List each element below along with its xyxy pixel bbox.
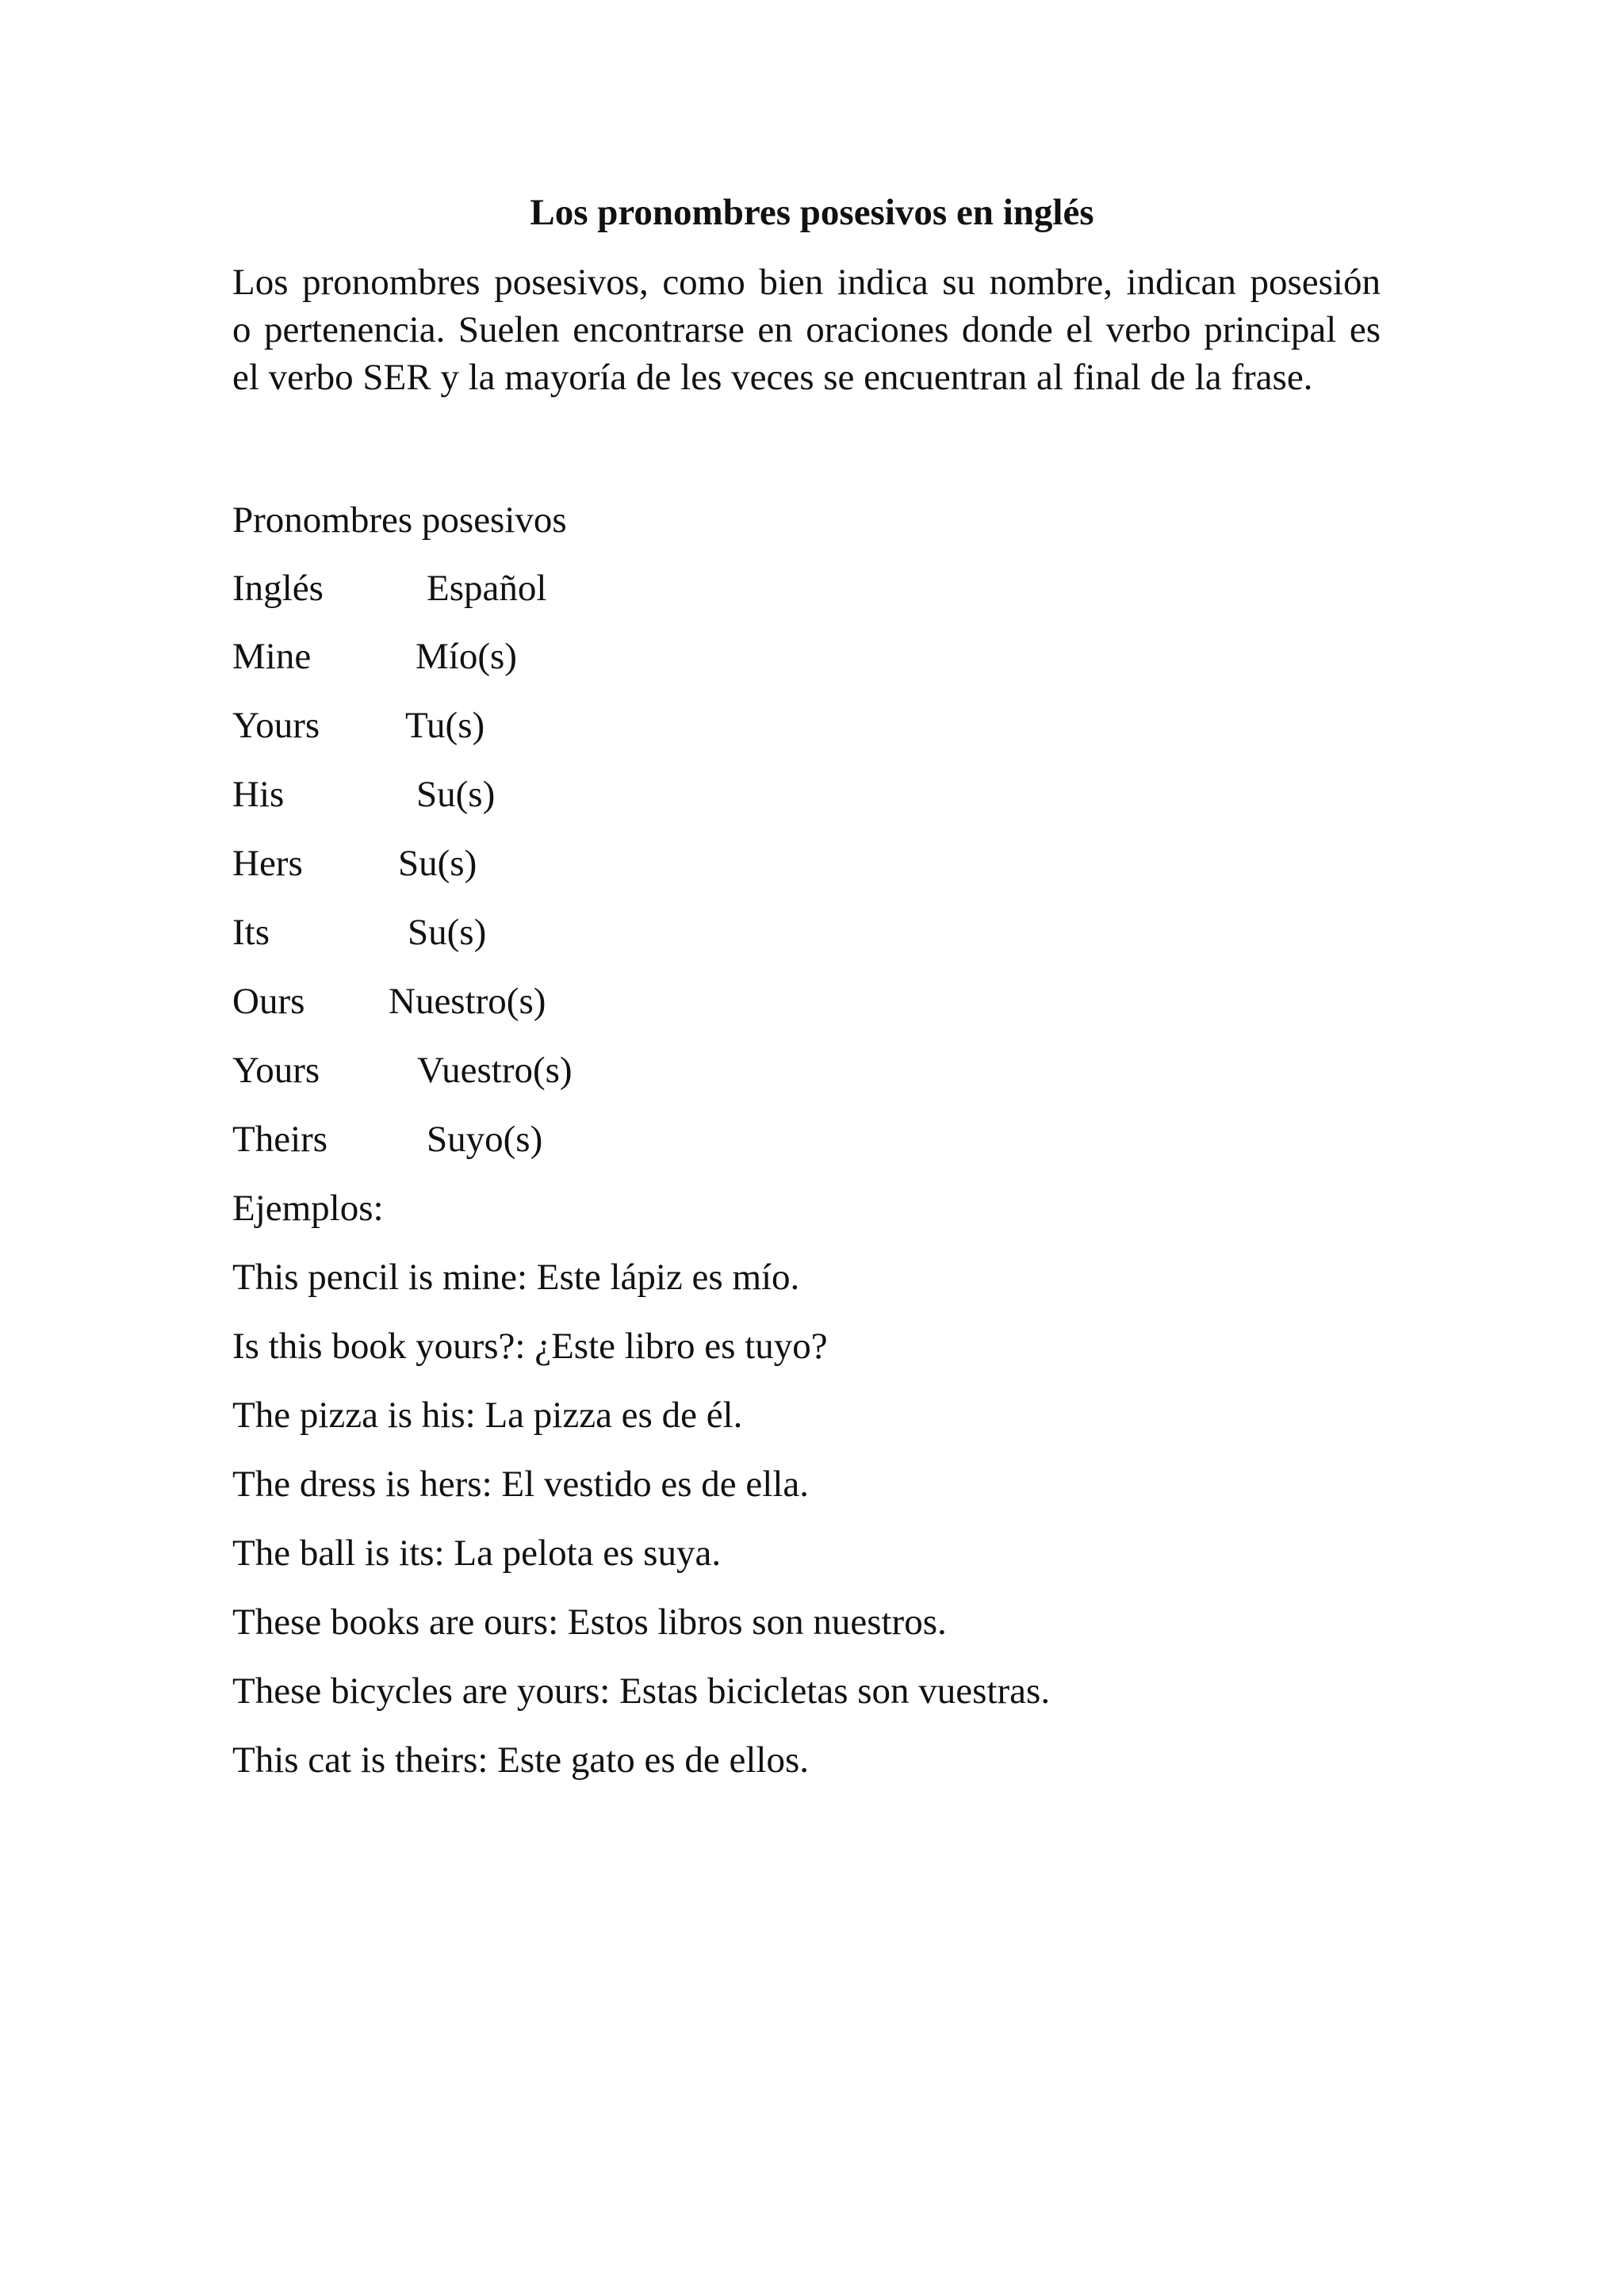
page-title: Los pronombres posesivos en inglés xyxy=(530,192,1094,233)
example-sentence: Is this book yours?: ¿Este libro es tuyo? xyxy=(232,1326,828,1367)
example-sentence: The ball is its: La pelota es suya. xyxy=(232,1533,722,1574)
table-cell-english: Ours xyxy=(232,981,305,1022)
table-cell-spanish: Mío(s) xyxy=(416,636,517,677)
table-cell-spanish: Nuestro(s) xyxy=(389,981,546,1022)
table-cell-english: Mine xyxy=(232,636,312,677)
table-cell-spanish: Suyo(s) xyxy=(427,1119,543,1160)
example-sentence: This pencil is mine: Este lápiz es mío. xyxy=(232,1257,800,1298)
table-cell-english: His xyxy=(232,774,285,815)
intro-line: o pertenencia. Suelen encontrarse en oraciones donde el verbo principal es xyxy=(232,309,1381,350)
example-sentence: These bicycles are yours: Estas bicicletas son vuestras. xyxy=(232,1670,1051,1712)
table-cell-spanish: Tu(s) xyxy=(405,705,485,746)
example-sentence: The pizza is his: La pizza es de él. xyxy=(232,1395,743,1436)
table-cell-spanish: Su(s) xyxy=(416,774,496,815)
intro-paragraph xyxy=(232,258,1381,401)
example-sentence: The dress is hers: El vestido es de ella. xyxy=(232,1464,810,1505)
table-cell-spanish: Su(s) xyxy=(398,843,477,884)
intro-line: el verbo SER y la mayoría de les veces se encuentran al final de la frase. xyxy=(232,357,1313,398)
table-cell-english: Yours xyxy=(232,705,320,746)
example-sentence: This cat is theirs: Este gato es de ellos. xyxy=(232,1739,810,1781)
table-header-spanish: Español xyxy=(427,568,547,609)
table-header-english: Inglés xyxy=(232,568,324,609)
table-cell-spanish: Vuestro(s) xyxy=(417,1050,573,1091)
table-cell-english: Theirs xyxy=(232,1119,328,1160)
table-cell-english: Hers xyxy=(232,843,303,884)
table-cell-english: Yours xyxy=(232,1050,320,1091)
example-sentence: These books are ours: Estos libros son nuestros. xyxy=(232,1601,947,1643)
table-heading: Pronombres posesivos xyxy=(232,499,567,541)
examples-heading: Ejemplos: xyxy=(232,1188,384,1229)
table-cell-spanish: Su(s) xyxy=(408,912,487,953)
intro-line: Los pronombres posesivos, como bien indica su nombre, indican posesión xyxy=(232,262,1381,303)
table-cell-english: Its xyxy=(232,912,270,953)
